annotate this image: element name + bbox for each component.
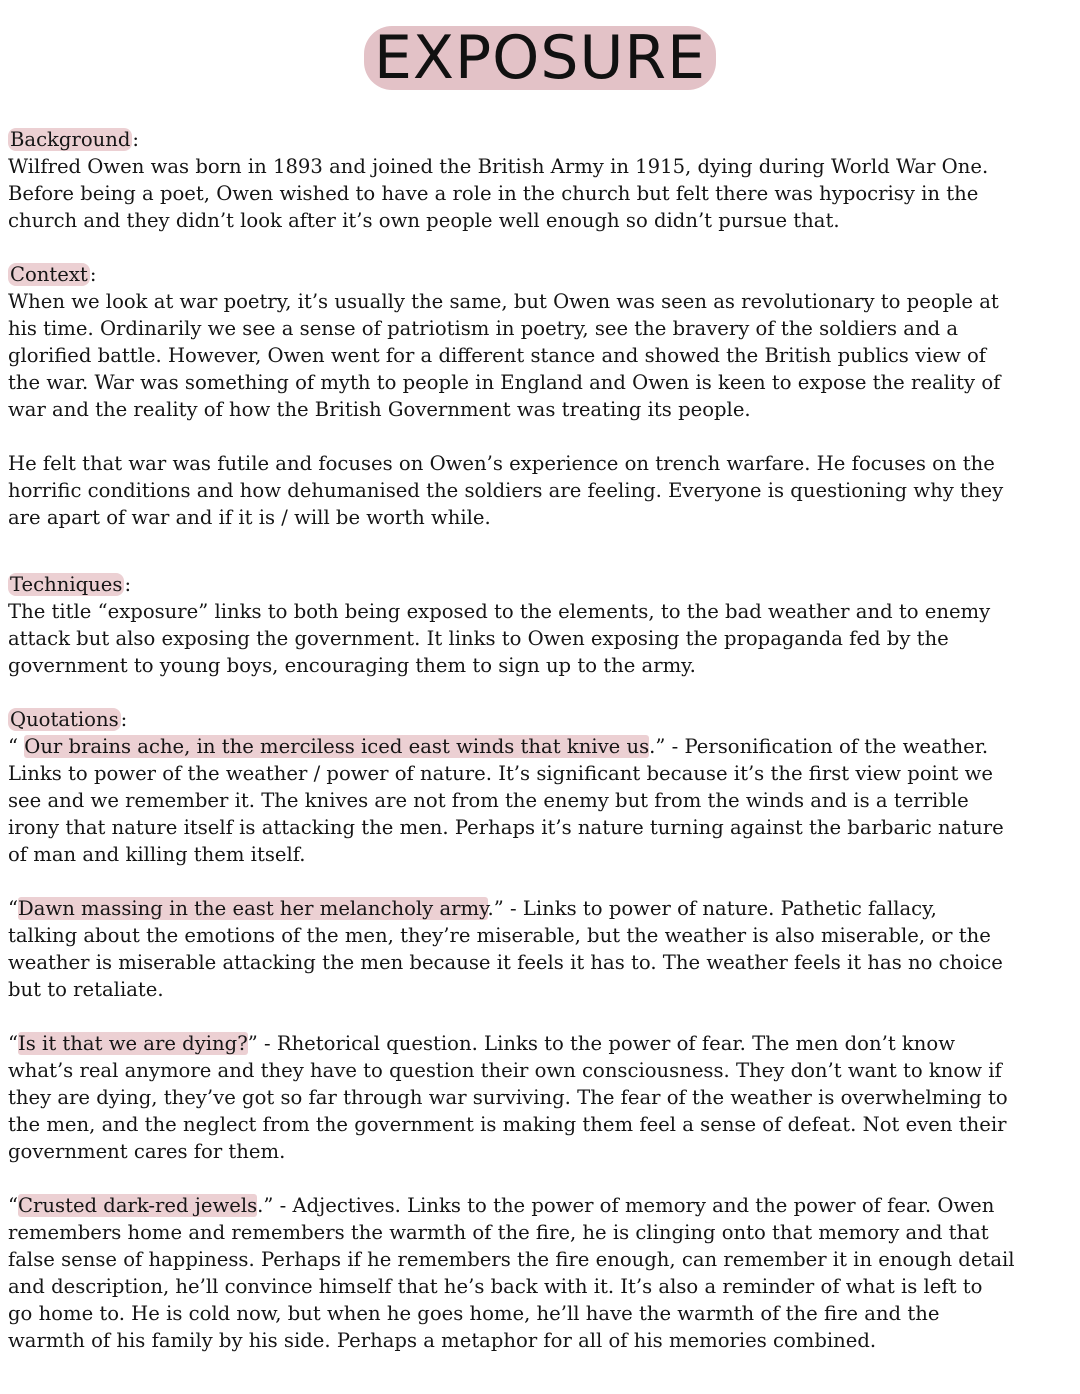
- text-line: government cares for them.: [8, 1140, 286, 1163]
- text-line: horrific conditions and how dehumanised the soldiers are feeling. Everyone is questioning why they: [8, 479, 1004, 502]
- text-line: they are dying, they’ve got so far through war surviving. The fear of the weather is overwhelming to: [8, 1086, 1008, 1109]
- text-line: Links to power of the weather / power of nature. It’s significant because it’s the first view point we: [8, 762, 993, 785]
- quotations-heading-label: Quotations: [10, 708, 119, 731]
- text-line: go home to. He is cold now, but when he goes home, he’ll have the warmth of the fire and the: [8, 1302, 940, 1325]
- quotation-item-3: [8, 1030, 1072, 1165]
- quotations-heading-colon: :: [120, 708, 128, 731]
- quote-analysis: .” - Links to power of nature. Pathetic fallacy,: [487, 897, 937, 920]
- text-line: The title “exposure” links to both being exposed to the elements, to the bad weather and to enemy: [8, 600, 991, 623]
- text-line: church and they didn’t look after it’s own people well enough so didn’t pursue that.: [8, 209, 840, 232]
- techniques-heading-label: Techniques: [10, 573, 123, 596]
- text-line: talking about the emotions of the men, they’re miserable, but the weather is also miserable, or the: [8, 924, 991, 947]
- text-line: the war. War was something of myth to people in England and Owen is keen to expose the reality of: [8, 371, 1001, 394]
- page-title: EXPOSURE: [364, 26, 716, 90]
- text-line: Wilfred Owen was born in 1893 and joined the British Army in 1915, dying during World War One.: [8, 155, 989, 178]
- context-heading-label: Context: [10, 263, 88, 286]
- quotation-first-line: [8, 895, 1072, 922]
- open-quote: “: [8, 897, 19, 920]
- highlighted-quote: Crusted dark-red jewels: [18, 1194, 258, 1217]
- text-line: of man and killing them itself.: [8, 843, 306, 866]
- background-heading-label: Background: [10, 128, 131, 151]
- text-line: and description, he’ll convince himself that he’s back with it. It’s also a reminder of what is left to: [8, 1275, 983, 1298]
- text-line: false sense of happiness. Perhaps if he remembers the fire enough, can remember it in enough detail: [8, 1248, 1015, 1271]
- highlighted-quote: Is it that we are dying?: [18, 1032, 248, 1055]
- open-quote: “: [8, 1032, 19, 1055]
- text-line: see and we remember it. The knives are not from the enemy but from the winds and is a terrible: [8, 789, 969, 812]
- context-heading-colon: :: [89, 263, 97, 286]
- text-line: He felt that war was futile and focuses on Owen’s experience on trench warfare. He focuses on the: [8, 452, 995, 475]
- open-quote: “: [8, 1194, 19, 1217]
- background-paragraph: [8, 153, 1072, 234]
- document-body: [8, 126, 1072, 1354]
- text-line: war and the reality of how the British Government was treating its people.: [8, 398, 751, 421]
- text-line: remembers home and remembers the warmth of the fire, he is clinging onto that memory and that: [8, 1221, 989, 1244]
- text-line: warmth of his family by his side. Perhaps a metaphor for all of his memories combined.: [8, 1329, 877, 1352]
- text-line: Before being a poet, Owen wished to have a role in the church but felt there was hypocrisy in the: [8, 182, 979, 205]
- quotation-first-line: [8, 733, 1072, 760]
- title-container: [0, 23, 1080, 93]
- text-line: are apart of war and if it is / will be worth while.: [8, 506, 491, 529]
- quotations-heading: [8, 706, 1072, 733]
- quotation-item-4: [8, 1192, 1072, 1354]
- highlighted-quote: Dawn massing in the east her melancholy army: [18, 897, 488, 920]
- text-line: irony that nature itself is attacking the men. Perhaps it’s nature turning against the barbaric nature: [8, 816, 1004, 839]
- context-heading: [8, 261, 1072, 288]
- text-line: but to retaliate.: [8, 978, 164, 1001]
- open-quote: “: [8, 735, 25, 758]
- background-heading-colon: :: [132, 128, 140, 151]
- quote-analysis: ” - Rhetorical question. Links to the power of fear. The men don’t know: [247, 1032, 955, 1055]
- quotation-item-1: [8, 733, 1072, 868]
- context-paragraph-2: [8, 450, 1072, 531]
- text-line: glorified battle. However, Owen went for a different stance and showed the British publics view of: [8, 344, 987, 367]
- text-line: what’s real anymore and they have to question their own consciousness. They don’t want to know if: [8, 1059, 1002, 1082]
- quotation-first-line: [8, 1030, 1072, 1057]
- techniques-heading: [8, 571, 1072, 598]
- background-heading: [8, 126, 1072, 153]
- quote-analysis: .” - Adjectives. Links to the power of memory and the power of fear. Owen: [257, 1194, 995, 1217]
- text-line: his time. Ordinarily we see a sense of patriotism in poetry, see the bravery of the soldiers and a: [8, 317, 959, 340]
- highlighted-quote: Our brains ache, in the merciless iced east winds that knive us: [24, 735, 650, 758]
- techniques-heading-colon: :: [124, 573, 132, 596]
- quotation-item-2: [8, 895, 1072, 1003]
- context-paragraph-1: [8, 288, 1072, 423]
- quotation-first-line: [8, 1192, 1072, 1219]
- techniques-paragraph: [8, 598, 1072, 679]
- text-line: weather is miserable attacking the men because it feels it has to. The weather feels it has no choice: [8, 951, 1003, 974]
- text-line: government to young boys, encouraging them to sign up to the army.: [8, 654, 696, 677]
- text-line: When we look at war poetry, it’s usually the same, but Owen was seen as revolutionary to people at: [8, 290, 999, 313]
- text-line: the men, and the neglect from the government is making them feel a sense of defeat. Not even their: [8, 1113, 1007, 1136]
- text-line: attack but also exposing the government. It links to Owen exposing the propaganda fed by the: [8, 627, 949, 650]
- quote-analysis: .” - Personification of the weather.: [649, 735, 989, 758]
